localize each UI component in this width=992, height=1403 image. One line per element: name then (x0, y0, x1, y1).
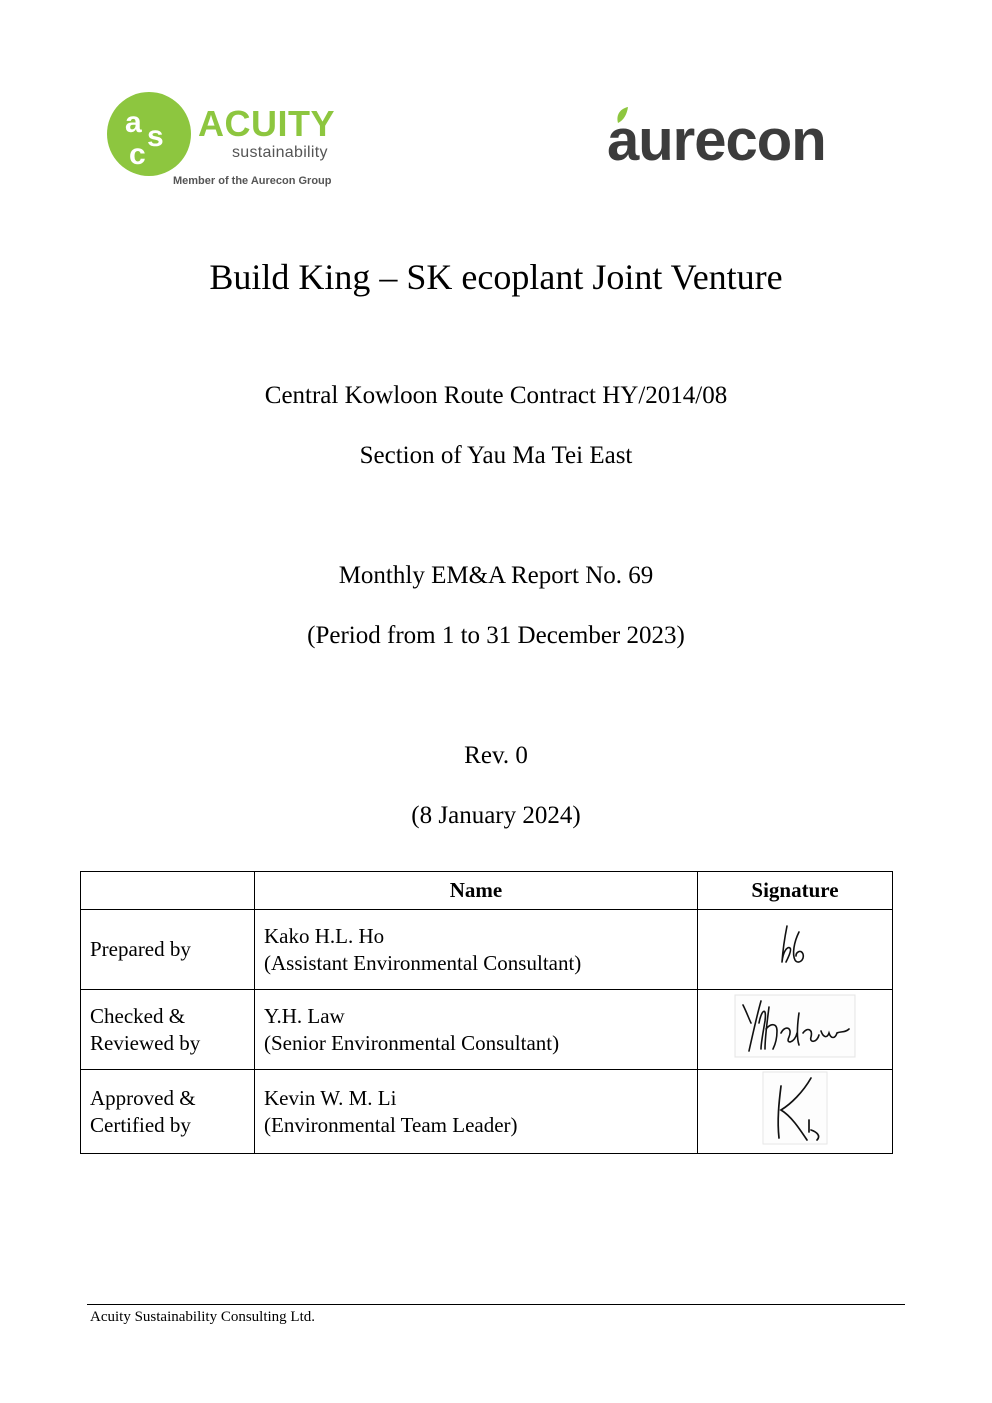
name-cell (255, 910, 698, 990)
signature-law-icon (733, 993, 857, 1059)
role-cell (81, 910, 255, 990)
name-cell (255, 990, 698, 1070)
svg-text:c: c (129, 138, 146, 171)
signature-li-icon (759, 1070, 831, 1146)
footer-company: Acuity Sustainability Consulting Ltd. (90, 1309, 315, 1325)
person-title: (Assistant Environmental Consultant) (264, 950, 582, 975)
person-name: Kevin W. M. Li (264, 1085, 397, 1110)
svg-text:s: s (147, 120, 164, 153)
table-row (81, 1070, 893, 1154)
client-title: Build King – SK ecoplant Joint Venture (209, 257, 783, 297)
approval-table (80, 871, 893, 1154)
role-label: Approved & (90, 1085, 196, 1110)
report-title: Monthly EM&A Report No. 69 (338, 562, 654, 589)
acuity-subtitle: sustainability (232, 144, 328, 161)
header-role (81, 872, 255, 910)
person-title: (Senior Environmental Consultant) (264, 1030, 560, 1055)
person-name: Kako H.L. Ho (264, 923, 385, 948)
header-name: Name (255, 872, 698, 910)
role-label: Reviewed by (90, 1030, 201, 1055)
person-title: (Environmental Team Leader) (264, 1112, 518, 1137)
person-name: Y.H. Law (264, 1003, 345, 1028)
table-row (81, 910, 893, 990)
revision: Rev. 0 (464, 742, 528, 769)
signature-cell (698, 990, 893, 1070)
table-row (81, 990, 893, 1070)
report-period: (Period from 1 to 31 December 2023) (307, 622, 685, 649)
aurecon-wordmark: aurecon (607, 108, 826, 173)
signature-cell (698, 910, 893, 990)
signature-cell (698, 1070, 893, 1154)
header-signature: Signature (698, 872, 893, 910)
acuity-tagline: Member of the Aurecon Group (173, 175, 332, 187)
role-cell (81, 1070, 255, 1154)
acuity-wordmark: ACUITY (198, 103, 335, 144)
role-label: Certified by (90, 1112, 191, 1137)
acuity-logo (105, 90, 350, 190)
svg-text:a: a (125, 106, 142, 139)
report-date: (8 January 2024) (411, 802, 581, 829)
acuity-monogram-icon (107, 92, 191, 176)
role-label: Checked & (90, 1003, 186, 1028)
footer-divider (87, 1304, 905, 1305)
signature-ho-icon (775, 918, 815, 974)
aurecon-logo (605, 104, 880, 174)
role-label: Prepared by (90, 937, 191, 961)
contract-line: Central Kowloon Route Contract HY/2014/08 (264, 382, 728, 409)
section-line: Section of Yau Ma Tei East (359, 442, 633, 469)
role-cell (81, 990, 255, 1070)
table-header-row (81, 872, 893, 910)
name-cell (255, 1070, 698, 1154)
